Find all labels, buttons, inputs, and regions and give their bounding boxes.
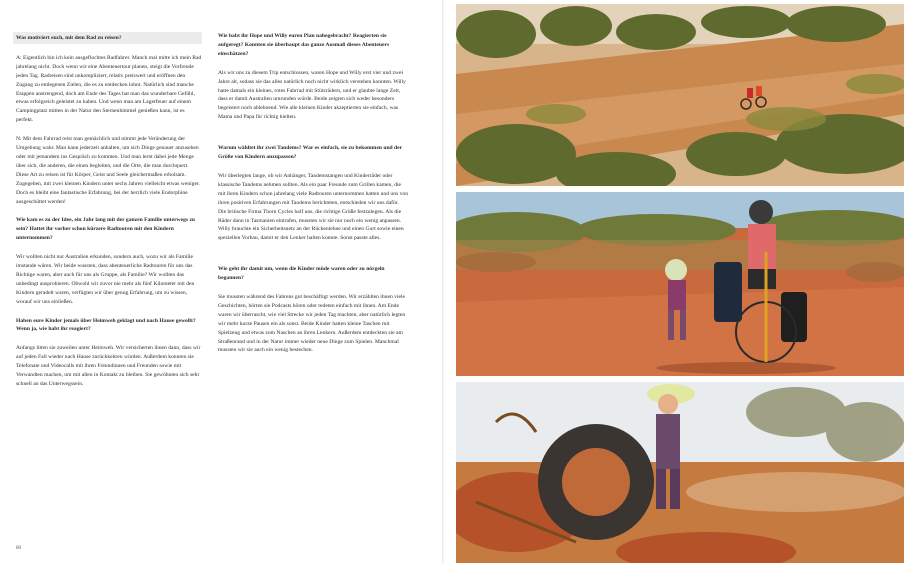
answer-paragraph: N: Mit dem Fahrrad reist man gemächlich und nimmt jede Veränderung der Umgebung wahr. Man kann jederzeit anhalten, um sich Dinge genauer anzusehen oder mit jemandem ins Gespräch zu kommen. Und man lernt dabei jede Menge über sich, die anderen, die einen begleiten, und die Orte, die man durchquert. Diese Art zu reisen ist für Körper, Geist und Seele gleichermaßen erholsam. Zugegeben, mit zwei kleinen Kindern unter sechs Jahren vielleicht etwas weniger. Doch es bleibt eine fantastische Erfahrung, bei der herrlich viele Endorphine ausgeschüttet werden! <box>16 136 200 205</box>
question-heading: Wie geht ihr damit um, wenn die Kinder müde waren oder zu nörgeln begannen? <box>218 266 385 282</box>
mother-figure <box>748 200 776 289</box>
left-page <box>0 0 444 563</box>
text-column-right <box>218 32 408 365</box>
answer-paragraph: Sie mussten während des Fahrens gut beschäftigt werden. Wir erzählten ihnen viele Geschichten, hörten sie Podcasts hören oder redeten einfach mit ihnen. Am Ende waren wir überrascht, wie viel Strecke wir jeden Tag machten, aber natürlich legten wir mehr kurze Pausen ein als sonst. Beide Kinder hatten kleine Taschen mit Spielzeug und etwas zum Naschen an ihren Lenkern. Außerdem entdeckten sie am Straßenrand und in der Natur immer wieder neue Dinge zum Spielen. Manchmal mussten wir sie auch ein wenig bestechen. <box>218 294 406 354</box>
answer-paragraph: A: Eigentlich bin ich kein ausgeflochtes Radfahrer. Manch mal mitte ich mein Rad jahrelang nicht. Doch wenn wir eine Abenteuertour planen, steigt die Vorfreude jeden Tag. Radreisen sind unkompliziert, relativ preiswert und eröffnen den Zugang zu entlegenen Zielen, die es zu entdecken lohnt. Natürlich sind manche Etappen anstrengend, doch am Ende des Tages hat man das wunderbare Gefühl, etwas erfolgreich geleistet zu haben. Und wenn man am Lagerfeuer auf einem Campingplatz mitten in der Natur den Sternenhimmel genießen kann, ist es perfekt. <box>16 54 202 124</box>
question-heading: Wie habt ihr Hope und Willy euren Plan nahegebracht? Reagierten sie aufgeregt? Konnten sie überhaupt das ganze Ausmaß dieses Abenteuers einschätzen? <box>218 33 390 57</box>
question-heading: Warum wähltet ihr zwei Tandems? War es einfach, sie zu bekommen und der Größe von Kindern anzupassen? <box>218 145 403 161</box>
answer-paragraph: Wir überlegten lange, ob wir Anhänger, Tandemstangen und Kinderräder oder klassische Tandems nehmen sollten. Als ein paar Freunde zum Grillen kamen, die mit ihren Kindern schon jahrelang viele Radtouren unternommen hatten und uns von ihren positiven Erfahrungen mit Tandems berichteten, entschieden wir uns dafür. Die britische Firma Thorn Cycles half uns, die richtige Größe festzulegen. Als die Räder dann in Tasmanien eintrafen, mussten wir sie nur noch ein wenig anpassen. Willy brauchte ein Sicherheitsnetz an der Rückenlehne und einen Gurt sowie einen speziellen Vorbau, damit er den Lenker halten konnte. Sonst passte alles. <box>218 172 408 242</box>
page-number: 80 <box>16 546 21 551</box>
question-heading: Was motiviert euch, mit dem Rad zu reisen? <box>13 32 202 44</box>
answer-paragraph: Anfangs litten sie zuweilen unter Heimweh. Wir versicherten ihnen dann, dass wir auf jeden Fall wieder nach Hause zurückkehren würden. Außerdem konnten sie Telefonate und Videocalls mit ihren Freundinnen und Freunden sowie mit Verwandten machen, um mit allen in Kontakt zu bleiben. Sie gewöhnten sich sehr schnell an das Unterwegssein. <box>16 345 201 387</box>
photo-mother-child-on-dirt-road <box>456 192 904 376</box>
tyre-figure <box>538 424 654 540</box>
text-column-left <box>16 32 202 399</box>
right-page <box>444 0 904 563</box>
photo-outback-road-cyclists <box>456 4 904 186</box>
question-heading: Haben eure Kinder jemals über Heimweh geklagt und nach Hause gewollt? Wenn ja, wie habt ihr reagiert? <box>16 317 196 333</box>
photo-child-with-tyre <box>456 382 904 563</box>
answer-paragraph: Wir wollten nicht nur Australien erkunden, sondern auch, wozu wir als Familie imstande wären. Wir beide wussten, dass abenteuerliche Radtouren für uns das Richtige waren, aber auch für uns als Gruppe, als Familie? Wir wollten das unbedingt ausprobieren. Obwohl wir zuvor nie mehr als fünf Kilometer mit den Kindern geradelt waren, verfügten wir über genug Erfahrung, um zu wissen, worauf wir uns einließen. <box>16 254 195 305</box>
answer-paragraph: Als wir uns zu diesem Trip entschlossen, waren Hope und Willy erst vier und zwei Jahre alt, sodass sie das alles natürlich noch nicht wirklich verstehen konnten. Willy hatte damals ein kleines, rotes Fahrrad mit Stützrädern, und er glaubte lange Zeit, dass er damit Australien umrunden würde. Beide zeigten sich weder besonders begeistert noch ablehnend. Wie alle kleinen Kinder akzeptierten sie einfach, was Mama und Papa für richtig hielten. <box>218 69 406 121</box>
question-heading: Wie kam es zu der Idee, ein Jahr lang mit der ganzen Familie unterwegs zu sein? Hattet ihr vorher schon kürzere Radtouren mit den Kindern unternommen? <box>16 217 196 242</box>
